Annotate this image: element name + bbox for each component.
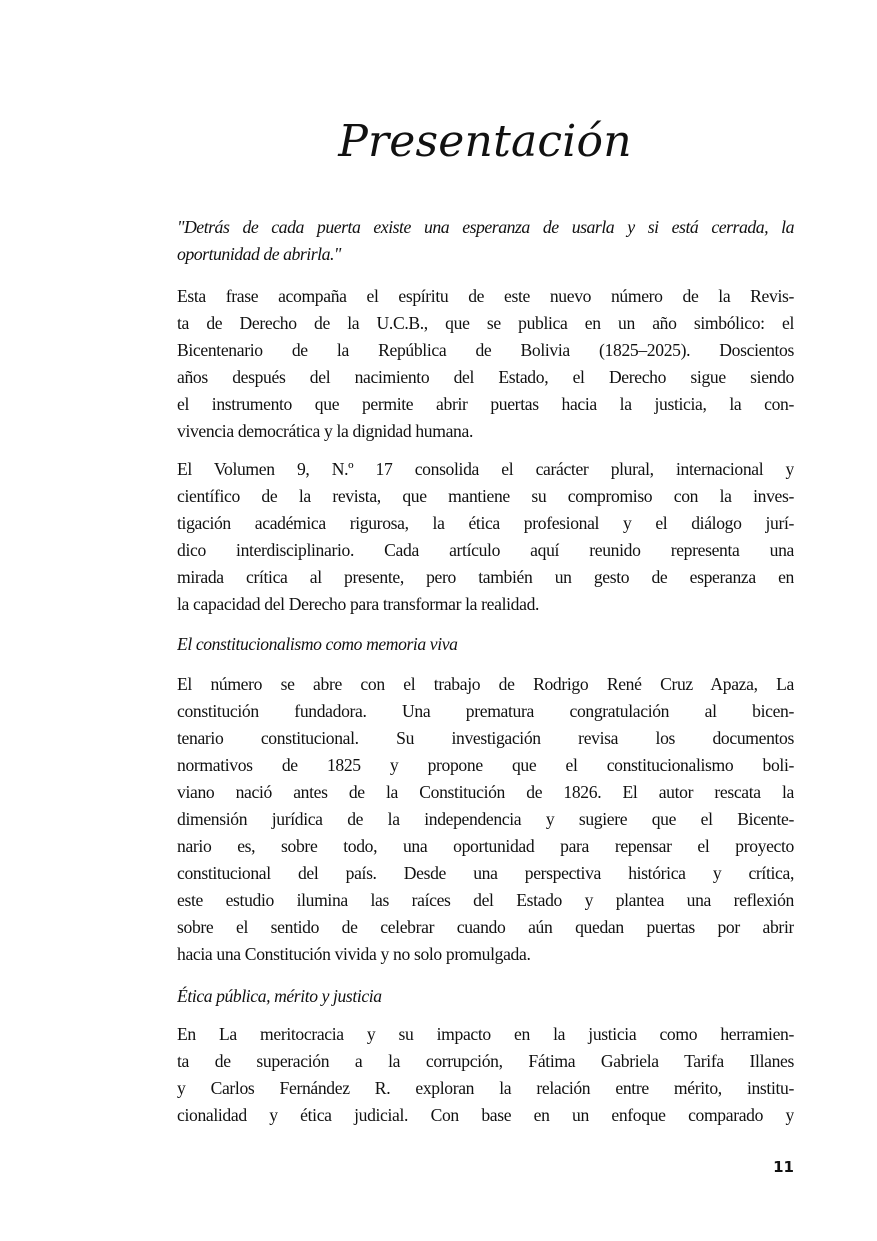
paragraph-line: viano nació antes de la Constitución de 1826. El autor rescata la — [177, 782, 794, 802]
paragraph-line: científico de la revista, que mantiene su compromiso con la inves- — [177, 486, 794, 506]
paragraph-line: el instrumento que permite abrir puertas hacia la justicia, la con- — [177, 394, 794, 414]
paragraph-line: vivencia democrática y la dignidad humana. — [177, 421, 474, 441]
paragraph-line: Esta frase acompaña el espíritu de este nuevo número de la Revis- — [177, 286, 794, 306]
section-heading-constitucionalismo — [177, 631, 794, 658]
paragraph-volume — [177, 456, 794, 618]
paragraph-line: ta de superación a la corrupción, Fátima Gabriela Tarifa Illanes — [177, 1051, 794, 1071]
paragraph-line: tigación académica rigurosa, la ética profesional y el diálogo jurí- — [177, 513, 794, 533]
paragraph-intro — [177, 283, 794, 445]
paragraph-line: años después del nacimiento del Estado, el Derecho sigue siendo — [177, 367, 794, 387]
epigraph-quote — [177, 214, 794, 268]
paragraph-line: este estudio ilumina las raíces del Estado y plantea una reflexión — [177, 890, 794, 910]
epigraph-line: "Detrás de cada puerta existe una esperanza de usarla y si está cerrada, la — [177, 217, 794, 237]
paragraph-line: El número se abre con el trabajo de Rodrigo René Cruz Apaza, La — [177, 674, 794, 694]
paragraph-line: y Carlos Fernández R. exploran la relación entre mérito, institu- — [177, 1078, 794, 1098]
paragraph-line: constitucional del país. Desde una perspectiva histórica y crítica, — [177, 863, 794, 883]
paragraph-line: sobre el sentido de celebrar cuando aún quedan puertas por abrir — [177, 917, 794, 937]
epigraph-line: oportunidad de abrirla." — [177, 244, 341, 264]
section-heading-etica — [177, 983, 794, 1010]
paragraph-line: Bicentenario de la República de Bolivia (1825–2025). Doscientos — [177, 340, 794, 360]
paragraph-line: dimensión jurídica de la independencia y sugiere que el Bicente- — [177, 809, 794, 829]
paragraph-line: cionalidad y ética judicial. Con base en un enfoque comparado y — [177, 1105, 794, 1125]
page-title: Presentación — [338, 116, 632, 167]
paragraph-line: ta de Derecho de la U.C.B., que se publica en un año simbólico: el — [177, 313, 794, 333]
paragraph-line: nario es, sobre todo, una oportunidad para repensar el proyecto — [177, 836, 794, 856]
paragraph-line: dico interdisciplinario. Cada artículo aquí reunido representa una — [177, 540, 794, 560]
paragraph-line: la capacidad del Derecho para transformar la realidad. — [177, 594, 540, 614]
section-heading: Ética pública, mérito y justicia — [177, 986, 382, 1006]
paragraph-constitucionalismo — [177, 671, 794, 968]
paragraph-line: En La meritocracia y su impacto en la justicia como herramien- — [177, 1024, 794, 1044]
paragraph-line: El Volumen 9, N.º 17 consolida el carácter plural, internacional y — [177, 459, 794, 479]
section-heading: El constitucionalismo como memoria viva — [177, 634, 458, 654]
paragraph-line: constitución fundadora. Una prematura congratulación al bicen- — [177, 701, 794, 721]
paragraph-line: normativos de 1825 y propone que el constitucionalismo boli- — [177, 755, 794, 775]
paragraph-line: mirada crítica al presente, pero también un gesto de esperanza en — [177, 567, 794, 587]
paragraph-line: tenario constitucional. Su investigación revisa los documentos — [177, 728, 794, 748]
paragraph-etica — [177, 1021, 794, 1129]
paragraph-line: hacia una Constitución vivida y no solo promulgada. — [177, 944, 531, 964]
page-number: 11 — [773, 1158, 794, 1176]
